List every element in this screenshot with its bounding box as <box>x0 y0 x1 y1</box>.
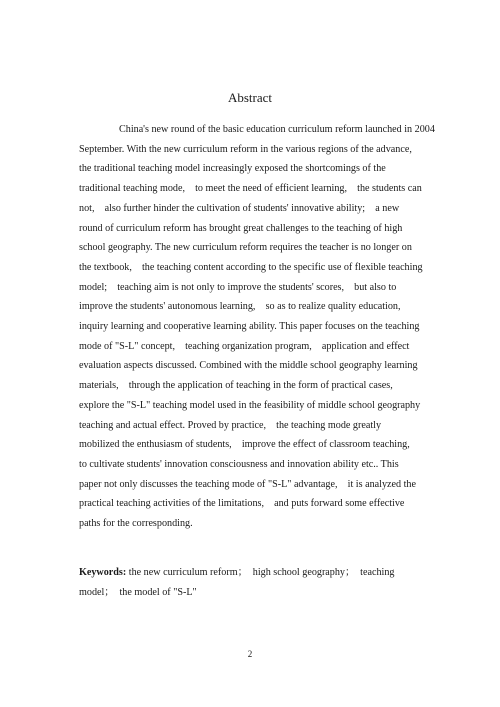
abstract-line: improve the students' autonomous learning, so as to realize quality education, <box>79 301 401 313</box>
keywords-text: the new curriculum reform； high school geography； teaching <box>126 567 395 578</box>
abstract-line: school geography. The new curriculum reform requires the teacher is no longer on <box>79 242 412 254</box>
abstract-line: the textbook, the teaching content according to the specific use of flexible teaching <box>79 261 423 273</box>
abstract-line: round of curriculum reform has brought great challenges to the teaching of high <box>79 222 403 234</box>
keywords-line: model； the model of "S-L" <box>79 587 197 598</box>
abstract-line: September. With the new curriculum reform in the various regions of the advance, <box>79 143 412 155</box>
abstract-line: paths for the corresponding. <box>79 518 193 530</box>
abstract-line: practical teaching activities of the limitations, and puts forward some effective <box>79 498 405 510</box>
abstract-line: materials, through the application of teaching in the form of practical cases, <box>79 380 393 392</box>
abstract-line: to cultivate students' innovation consciousness and innovation ability etc.. This <box>79 458 399 470</box>
abstract-line: mobilized the enthusiasm of students, improve the effect of classroom teaching, <box>79 439 410 451</box>
abstract-line: mode of "S-L" concept, teaching organization program, application and effect <box>79 340 410 352</box>
keywords-section <box>79 563 423 603</box>
abstract-line: paper not only discusses the teaching mode of "S-L" advantage, it is analyzed the <box>79 478 416 490</box>
abstract-line: inquiry learning and cooperative learning ability. This paper focuses on the teaching <box>79 321 420 333</box>
abstract-line: explore the "S-L" teaching model used in the feasibility of middle school geography <box>79 399 421 411</box>
abstract-line: teaching and actual effect. Proved by practice, the teaching mode greatly <box>79 419 382 431</box>
abstract-line: traditional teaching mode, to meet the need of efficient learning, the students can <box>79 183 422 195</box>
abstract-line: China's new round of the basic education curriculum reform launched in 2004 <box>119 124 435 135</box>
abstract-line: evaluation aspects discussed. Combined with the middle school geography learning <box>79 360 418 372</box>
abstract-line: model; teaching aim is not only to improve the students' scores, but also to <box>79 281 397 293</box>
page-number: 2 <box>247 649 253 659</box>
abstract-line: the traditional teaching model increasingly exposed the shortcomings of the <box>79 163 386 175</box>
abstract-title: Abstract <box>227 90 273 105</box>
abstract-line: not, also further hinder the cultivation of students' innovative ability; a new <box>79 202 400 214</box>
abstract-body <box>79 120 435 534</box>
keywords-label: Keywords: <box>79 567 127 578</box>
keywords-line <box>79 563 423 583</box>
